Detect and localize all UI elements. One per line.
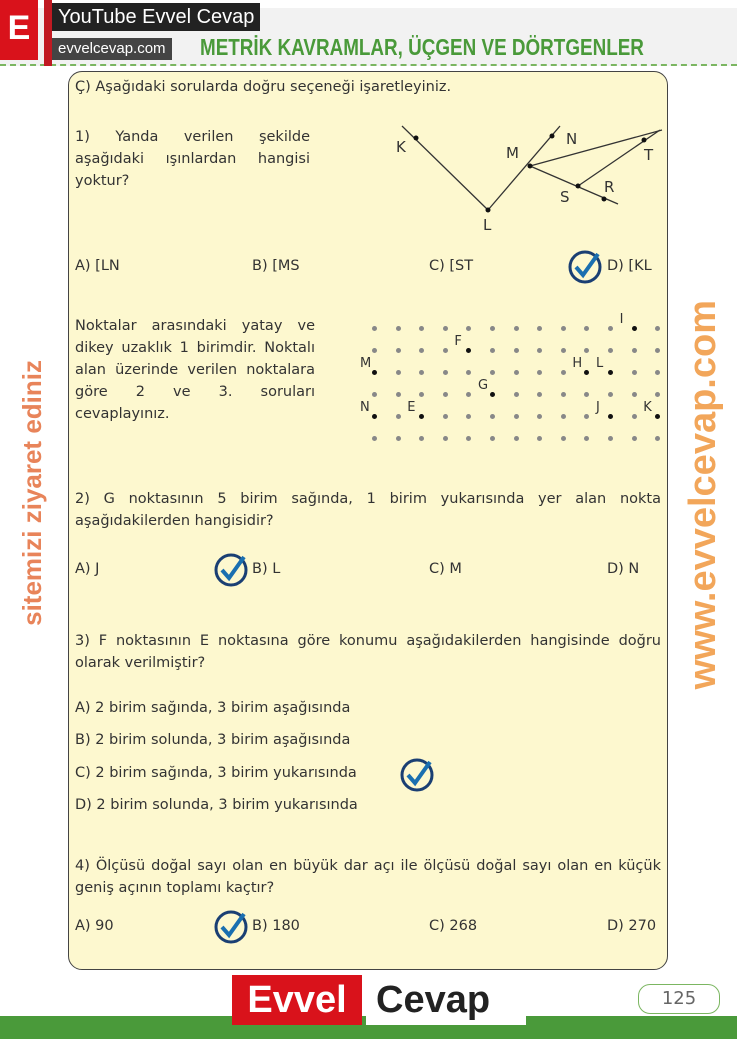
grid-dot	[608, 326, 613, 331]
q1-option-c[interactable]: C) [ST	[429, 258, 474, 274]
q3-text: 3) F noktasının E noktasına göre konumu aşağıdakilerden hangisinde doğru olarak verilmiştir?	[75, 633, 661, 671]
grid-dot	[514, 370, 519, 375]
page-number: 125	[638, 984, 720, 1014]
grid-dot	[584, 348, 589, 353]
q4-option-b[interactable]: B) 180	[252, 918, 300, 934]
q2-option-a[interactable]: A) J	[75, 561, 100, 577]
grid-dot	[537, 414, 542, 419]
grid-dot	[490, 414, 495, 419]
q3-option-a[interactable]: A) 2 birim sağında, 3 birim aşağısında	[75, 700, 351, 716]
grid-point-M	[372, 370, 377, 375]
grid-dot	[466, 414, 471, 419]
grid-dot	[584, 392, 589, 397]
grid-dot	[537, 392, 542, 397]
grid-point-I	[632, 326, 637, 331]
grid-dot	[584, 436, 589, 441]
grid-dot	[561, 414, 566, 419]
grid-dot	[514, 326, 519, 331]
grid-point-H	[584, 370, 589, 375]
q4-text: 4) Ölçüsü doğal sayı olan en büyük dar açı ile ölçüsü doğal sayı olan en küçük geniş açının toplamı kaçtır?	[75, 858, 661, 896]
grid-dot	[443, 370, 448, 375]
footer-brand-left: Evvel	[232, 975, 362, 1025]
rays-figure	[380, 118, 664, 233]
grid-dot	[514, 348, 519, 353]
grid-point-K	[655, 414, 660, 419]
grid-dot	[561, 436, 566, 441]
grid-dot	[466, 392, 471, 397]
grid-dot	[655, 436, 660, 441]
answer-check-icon	[214, 910, 248, 944]
q1-option-d[interactable]: D) [KL	[607, 258, 652, 274]
brand-strip	[44, 0, 52, 66]
grid-point-E	[419, 414, 424, 419]
q3-option-c[interactable]: C) 2 birim sağında, 3 birim yukarısında	[75, 765, 357, 781]
grid-dot	[537, 370, 542, 375]
grid-dot	[419, 392, 424, 397]
grid-dot	[632, 414, 637, 419]
grid-dot	[561, 370, 566, 375]
grid-dot	[372, 326, 377, 331]
watermark: www.evvelcevap.com	[682, 300, 724, 690]
footer-brand-right: Cevap	[366, 975, 526, 1025]
grid-dot	[655, 348, 660, 353]
grid-dot	[561, 326, 566, 331]
q1-text: 1) Yanda verilen şekilde aşağıdaki ışınlardan hangisi yoktur?	[75, 129, 310, 189]
grid-dot	[443, 436, 448, 441]
grid-point-F	[466, 348, 471, 353]
grid-dot	[608, 436, 613, 441]
grid-dot	[608, 348, 613, 353]
youtube-label: YouTube Evvel Cevap	[52, 3, 260, 31]
q2-option-b[interactable]: B) L	[252, 561, 281, 577]
answer-check-icon	[568, 250, 602, 284]
grid-point-J	[608, 414, 613, 419]
grid-point-label: J	[596, 400, 600, 415]
grid-dot	[466, 370, 471, 375]
grid-point-label: H	[572, 356, 583, 371]
brand-logo: E	[0, 0, 38, 60]
q3-option-d[interactable]: D) 2 birim solunda, 3 birim yukarısında	[75, 797, 358, 813]
grid-dot	[632, 436, 637, 441]
grid-dot	[514, 436, 519, 441]
chapter-title: METRİK KAVRAMLAR, ÜÇGEN VE DÖRTGENLER	[200, 34, 644, 60]
grid-dot	[466, 326, 471, 331]
q2-option-c[interactable]: C) M	[429, 561, 462, 577]
grid-point-N	[372, 414, 377, 419]
grid-dot	[632, 348, 637, 353]
q1-option-a[interactable]: A) [LN	[75, 258, 120, 274]
grid-info-text: Noktalar arasındaki yatay ve dikey uzaklık 1 birimdir. Noktalı alan üzerinde verilen noktalara göre 2 ve 3. soruları cevaplayınız.	[75, 318, 315, 422]
grid-dot	[443, 392, 448, 397]
q4-option-c[interactable]: C) 268	[429, 918, 478, 934]
label-T: T	[644, 146, 654, 164]
grid-dot	[608, 392, 613, 397]
grid-dot	[419, 348, 424, 353]
grid-dot	[537, 326, 542, 331]
grid-dot	[655, 370, 660, 375]
grid-dot	[396, 436, 401, 441]
grid-dot	[632, 370, 637, 375]
label-N: N	[566, 130, 578, 148]
grid-point-label: L	[596, 356, 604, 371]
watermark-sub: sitemizi ziyaret ediniz	[17, 360, 47, 626]
grid-dot	[514, 414, 519, 419]
grid-dot	[396, 326, 401, 331]
label-K: K	[396, 138, 406, 156]
grid-point-label: K	[643, 400, 652, 415]
q2-text: 2) G noktasının 5 birim sağında, 1 birim yukarısında yer alan nokta aşağıdakilerden hangisidir?	[75, 491, 661, 529]
grid-dot	[419, 326, 424, 331]
answer-check-icon	[400, 758, 434, 792]
dot-grid	[360, 312, 664, 448]
grid-dot	[372, 348, 377, 353]
answer-check-icon	[214, 553, 248, 587]
grid-point-L	[608, 370, 613, 375]
grid-dot	[443, 348, 448, 353]
grid-point-label: E	[407, 400, 416, 415]
grid-point-label: M	[360, 356, 372, 371]
label-L: L	[483, 216, 492, 233]
grid-point-G	[490, 392, 495, 397]
grid-dot	[419, 436, 424, 441]
grid-dot	[537, 348, 542, 353]
grid-dot	[490, 436, 495, 441]
grid-point-label: G	[478, 378, 489, 393]
grid-dot	[584, 326, 589, 331]
grid-dot	[490, 326, 495, 331]
grid-point-label: F	[454, 334, 462, 349]
grid-dot	[490, 348, 495, 353]
grid-dot	[561, 348, 566, 353]
grid-dot	[655, 392, 660, 397]
grid-dot	[443, 414, 448, 419]
grid-dot	[372, 436, 377, 441]
q1-option-b[interactable]: B) [MS	[252, 258, 300, 274]
grid-dot	[466, 436, 471, 441]
site-label: evvelcevap.com	[52, 38, 172, 60]
grid-dot	[419, 370, 424, 375]
q2-option-d[interactable]: D) N	[607, 561, 640, 577]
label-R: R	[604, 178, 615, 196]
header-divider	[0, 64, 737, 66]
grid-dot	[537, 436, 542, 441]
grid-dot	[396, 370, 401, 375]
grid-dot	[396, 414, 401, 419]
q4-option-d[interactable]: D) 270	[607, 918, 657, 934]
instruction: Ç) Aşağıdaki sorularda doğru seçeneği işaretleyiniz.	[75, 79, 452, 95]
grid-dot	[490, 370, 495, 375]
grid-dot	[514, 392, 519, 397]
grid-dot	[561, 392, 566, 397]
grid-dot	[372, 392, 377, 397]
q4-option-a[interactable]: A) 90	[75, 918, 114, 934]
grid-point-label: N	[360, 400, 370, 415]
grid-dot	[396, 392, 401, 397]
label-M: M	[506, 144, 519, 162]
grid-dot	[443, 326, 448, 331]
label-S: S	[560, 188, 570, 206]
grid-dot	[584, 414, 589, 419]
grid-dot	[396, 348, 401, 353]
grid-dot	[655, 326, 660, 331]
q3-option-b[interactable]: B) 2 birim solunda, 3 birim aşağısında	[75, 732, 351, 748]
grid-point-label: I	[619, 312, 624, 327]
grid-dot	[632, 392, 637, 397]
